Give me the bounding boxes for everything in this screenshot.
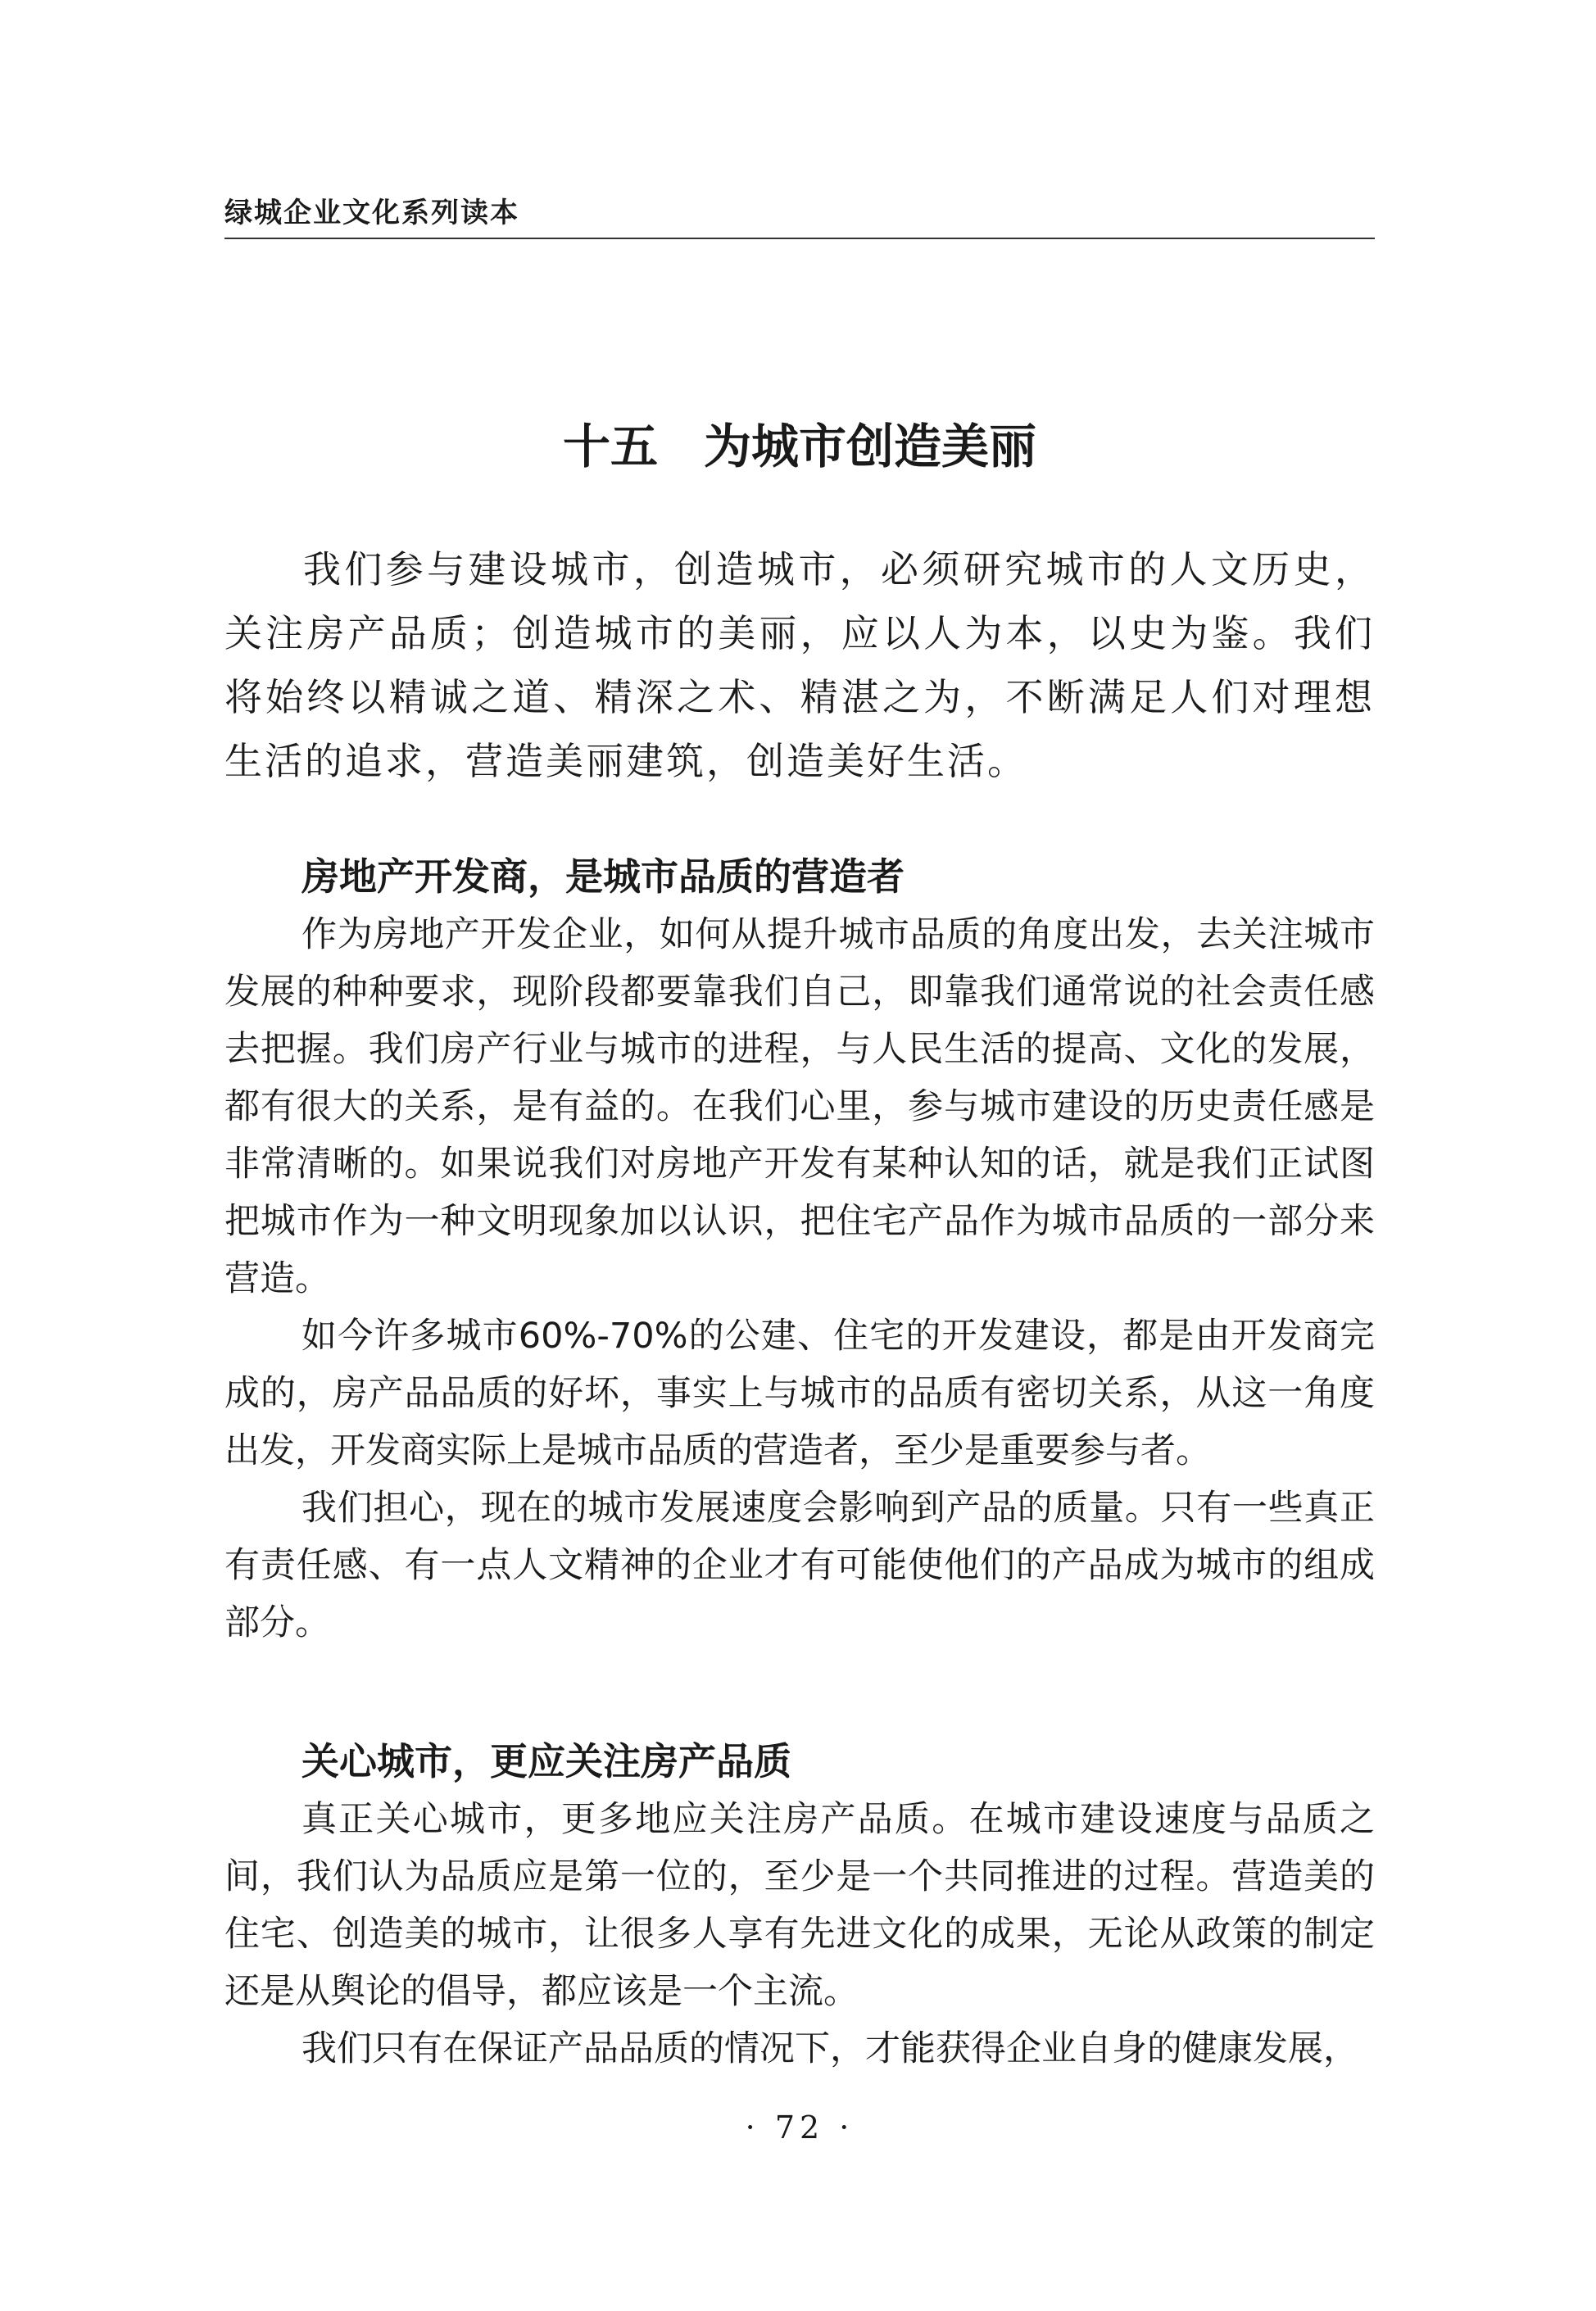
paragraph: 我们担心，现在的城市发展速度会影响到产品的质量。只有一些真正有责任感、有一点人文精神的企业才有可能使他们的产品成为城市的组成部分。: [224, 1488, 1375, 1643]
section-2: [224, 1732, 1375, 2078]
chapter-intro: 我们参与建设城市，创造城市，必须研究城市的人文历史，关注房产品质；创造城市的美丽，应以人为本，以史为鉴。我们将始终以精诚之道、精深之术、精湛之为，不断满足人们对理想生活的追求，营造美丽建筑，创造美好生活。: [224, 547, 1375, 783]
running-header: 绿城企业文化系列读本: [224, 193, 1375, 239]
chapter-number: 十五: [562, 419, 658, 474]
paragraph: 如今许多城市60%-70%的公建、住宅的开发建设，都是由开发商完成的，房产品品质的好坏，事实上与城市的品质有密切关系，从这一角度出发，开发商实际上是城市品质的营造者，至少是重要参与者。: [224, 1316, 1375, 1471]
page-number: · 72 ·: [745, 2109, 855, 2146]
chapter-title: [224, 410, 1375, 483]
section-heading: 房地产开发商，是城市品质的营造者: [302, 854, 905, 899]
section-1: [224, 847, 1375, 1652]
paragraph: 作为房地产开发企业，如何从提升城市品质的角度出发，去关注城市发展的种种要求，现阶段都要靠我们自己，即靠我们通常说的社会责任感去把握。我们房产行业与城市的进程，与人民生活的提高、文化的发展，都有很大的关系，是有益的。在我们心里，参与城市建设的历史责任感是非常清晰的。如果说我们对房地产开发有某种认知的话，就是我们正试图把城市作为一种文明现象加以认识，把住宅产品作为城市品质的一部分来营造。: [224, 914, 1375, 1299]
paragraph: 我们只有在保证产品品质的情况下，才能获得企业自身的健康发展，: [302, 2028, 1358, 2069]
paragraph: 真正关心城市，更多地应关注房产品质。在城市建设速度与品质之间，我们认为品质应是第一位的，至少是一个共同推进的过程。营造美的住宅、创造美的城市，让很多人享有先进文化的成果，无论从政策的制定还是从舆论的倡导，都应该是一个主流。: [224, 1799, 1375, 2012]
section-heading: 关心城市，更应关注房产品质: [302, 1739, 791, 1783]
chapter-title-text: 为城市创造美丽: [704, 419, 1037, 474]
